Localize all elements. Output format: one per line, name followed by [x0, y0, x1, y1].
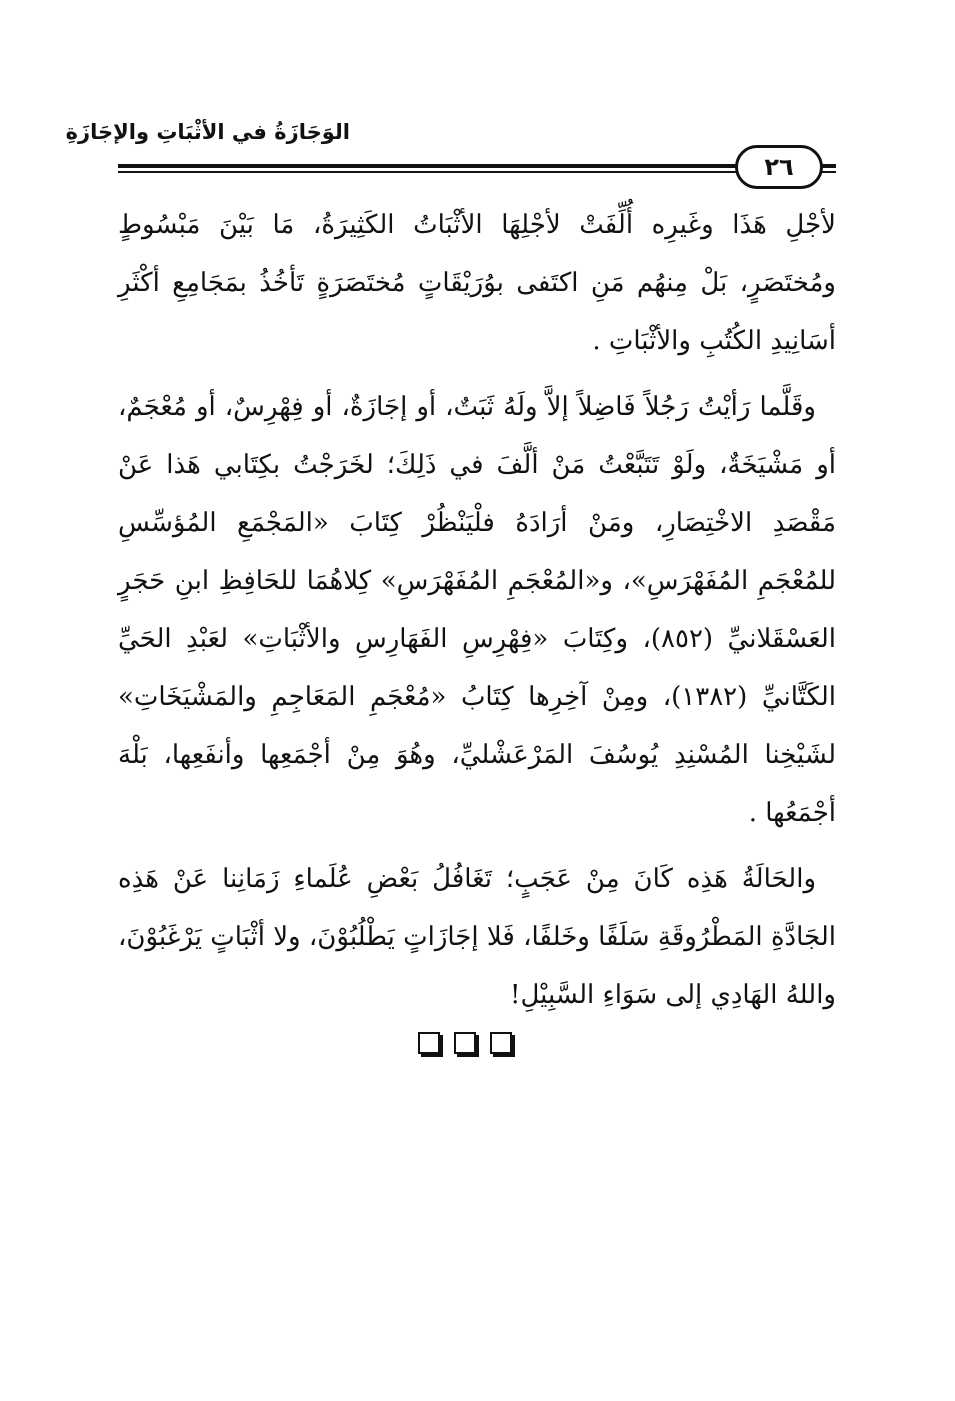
square-icon	[418, 1032, 440, 1054]
page-number-badge	[735, 145, 823, 189]
paragraph-3: والحَالَةُ هَذِه كَانَ مِنْ عَجَبٍ؛ تَغَافُلُ بَعْضِ عُلَماءِ زَمَانِنا عَنْ هَذِه الجَادَّةِ المَطْرُوقَةِ سَلَفًا وخَلفًا، فَلا إجَازَاتٍ يَطْلُبُوْنَ، ولا أثْبَاتٍ يَرْغَبُوْنَ، واللهُ الهَادِي إلى سَوَاءِ السَّبِيْلِ!	[118, 864, 836, 1010]
paragraph-2: وقَلَّما رَأيْتُ رَجُلاً فَاضِلاً إلاَّ ولَهُ ثَبَتٌ، أو إجَازَةٌ، أو فِهْرِسٌ، أو مُعْجَمٌ، أو مَشْيَخَةٌ، ولَوْ تَتَبَّعْتُ مَنْ ألَّفَ في ذَلِكَ؛ لخَرَجْتُ بكِتَابي هَذا عَنْ مَقْصَدِ الاخْتِصَارِ، ومَنْ أرَادَهُ فلْيَنْظُرْ كِتَابَ «المَجْمَعِ المُؤسِّسِ للمُعْجَمِ المُفَهْرَسِ»، و«المُعْجَمِ المُفَهْرَسِ» كِلاهُمَا للحَافِظِ ابنِ حَجَرٍ العَسْقَلانيِّ (٨٥٢)، وكِتَابَ «فِهْرِسِ الفَهَارِسِ والأثْبَاتِ» لعَبْدِ الحَيِّ الكَتَّانيِّ (١٣٨٢)، ومِنْ آخِرِها كِتَابُ «مُعْجَمِ المَعَاجِمِ والمَشْيَخَاتِ» لشَيْخِنا المُسْنِدِ يُوسُفَ المَرْعَشْليِّ، وهُوَ مِنْ أجْمَعِها وأنفَعِها، بَلْهَ أجْمَعُها .	[118, 392, 837, 828]
header-rule-thin	[118, 171, 740, 173]
square-icon	[490, 1032, 512, 1054]
paragraph-1: لأجْلِ هَذَا وغَيرِه أُلِّفَتْ لأجْلِهَا الأثْبَاتُ الكَثِيرَةُ، مَا بَيْنَ مَبْسُوطٍ ومُختَصَرٍ، بَلْ مِنهُم مَنِ اكتَفى بوُرَيْقَاتٍ مُختَصَرَةٍ تَأخُذُ بمَجَامِعِ أكْثَرِ أسَانِيدِ الكُتُبِ والأثْبَاتِ .	[118, 210, 837, 356]
square-icon	[454, 1032, 476, 1054]
page-number: ٢٦	[764, 153, 794, 181]
header-rule-thick	[118, 164, 740, 168]
body-text	[118, 196, 836, 1032]
running-header-title: الوَجَازَةُ في الأثْبَاتِ والإجَازَةِ	[65, 120, 350, 144]
section-end-marks	[405, 1032, 525, 1054]
